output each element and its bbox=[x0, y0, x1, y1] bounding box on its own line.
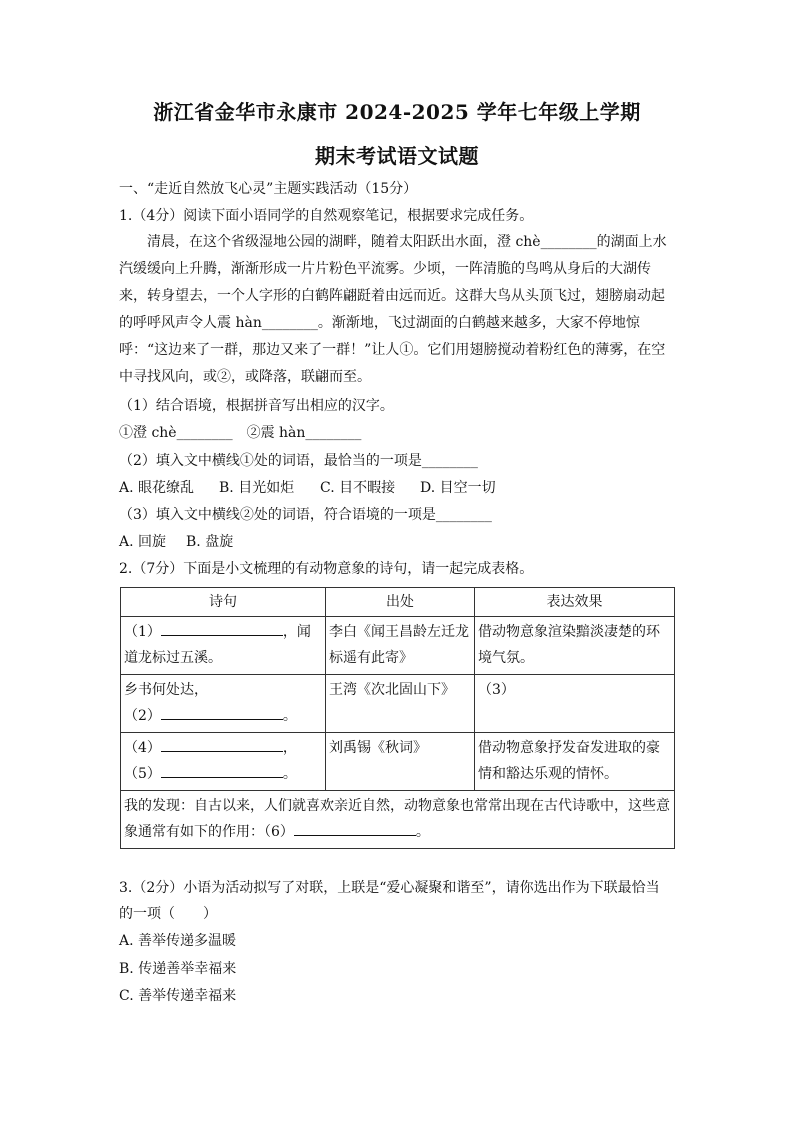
answer-blank-6[interactable] bbox=[294, 820, 416, 836]
discovery-cell bbox=[121, 791, 675, 849]
question-3-stem-line2: 的一项（ ） bbox=[119, 906, 217, 922]
verse-label: （2） bbox=[124, 708, 161, 724]
verse-punct: 。 bbox=[282, 766, 297, 782]
table-row bbox=[121, 791, 675, 849]
verse-cell bbox=[121, 675, 326, 733]
question-3-option-b: B. 传递善举幸福来 bbox=[119, 961, 237, 977]
option-a: A. 眼花缭乱 bbox=[119, 480, 195, 496]
option-c: C. 目不暇接 bbox=[320, 480, 396, 496]
effect-label: （3） bbox=[478, 682, 515, 698]
question-3-option-a: A. 善举传递多温暖 bbox=[119, 933, 237, 949]
effect-cell bbox=[475, 675, 675, 733]
verse-label: （5） bbox=[124, 766, 161, 782]
question-1-passage: 清晨，在这个省级湿地公园的湖畔，随着太阳跃出水面，澄 chè________的湖面上水汽缓缓向上升腾，渐渐形成一片片粉色平流雾。少顷，一阵清脆的鸟鸣从身后的大湖传来，转身望去，一个人字形的白鹤阵翩跹着由远而近。这群大鸟从头顶飞过，翅膀扇动起的呼呼风声令人震 hàn________。渐渐地，飞过湖面的白鹤越来越多，大家不停地惊呼：“这边来了一群，那边又来了一群！”让人①。它们用翅膀搅动着粉红色的薄雾，在空中寻找风向，或②，或降落，联翩而至。 bbox=[119, 234, 667, 385]
option-d: D. 目空一切 bbox=[420, 480, 496, 496]
question-2-stem: 2.（7分）下面是小文梳理的有动物意象的诗句，请一起完成表格。 bbox=[119, 561, 534, 577]
verse-punct: ， bbox=[282, 740, 297, 756]
document-title-line1: 浙江省金华市永康市 2024-2025 学年七年级上学期 bbox=[153, 100, 641, 124]
verse-cell bbox=[121, 733, 326, 791]
source-cell: 刘禹锡《秋词》 bbox=[326, 733, 475, 791]
question-3-option-c: C. 善举传递幸福来 bbox=[119, 988, 237, 1004]
table-header-row bbox=[121, 588, 675, 617]
answer-blank-5[interactable] bbox=[161, 762, 283, 778]
answer-blank-4[interactable] bbox=[161, 736, 283, 752]
answer-blank-1[interactable] bbox=[161, 620, 283, 636]
table-row bbox=[121, 617, 675, 675]
discovery-text: 我的发现：自古以来，人们就喜欢亲近自然，动物意象也常常出现在古代诗歌中，这些意象通常有如下的作用：（6） bbox=[124, 798, 670, 840]
table-row bbox=[121, 675, 675, 733]
verse-punct: 。 bbox=[282, 708, 297, 724]
verse-label: （4） bbox=[124, 740, 161, 756]
section-heading: 一、“走近自然放飞心灵”主题实践活动（15分） bbox=[119, 181, 418, 197]
verse-cell bbox=[121, 617, 326, 675]
question-1-sub3: （3）填入文中横线②处的词语，符合语境的一项是________ bbox=[119, 507, 492, 523]
header-verse: 诗句 bbox=[121, 588, 326, 617]
question-1-sub1-blanks: ①澄 chè________ ②震 hàn________ bbox=[119, 425, 362, 441]
verse-text: ，闻道龙标过五溪。 bbox=[124, 624, 311, 666]
answer-blank-2[interactable] bbox=[161, 704, 283, 720]
source-cell: 王湾《次北固山下》 bbox=[326, 675, 475, 733]
option-a: A. 回旋 bbox=[119, 534, 167, 550]
effect-cell: 借动物意象渲染黯淡凄楚的环境气氛。 bbox=[475, 617, 675, 675]
discovery-punct: 。 bbox=[415, 824, 430, 840]
poem-table bbox=[120, 587, 675, 849]
document-title-line2: 期末考试语文试题 bbox=[315, 144, 479, 168]
question-3-stem-line1: 3.（2分）小语为活动拟写了对联，上联是“爱心凝聚和谐至”，请你选出作为下联最恰当 bbox=[119, 880, 660, 896]
header-source: 出处 bbox=[326, 588, 475, 617]
question-1-sub1: （1）结合语境，根据拼音写出相应的汉字。 bbox=[119, 398, 394, 414]
question-1-sub2: （2）填入文中横线①处的词语，最恰当的一项是________ bbox=[119, 453, 478, 469]
header-effect: 表达效果 bbox=[475, 588, 675, 617]
effect-cell: 借动物意象抒发奋发进取的豪情和豁达乐观的情怀。 bbox=[475, 733, 675, 791]
source-cell: 李白《闻王昌龄左迁龙标遥有此寄》 bbox=[326, 617, 475, 675]
table-row bbox=[121, 733, 675, 791]
verse-label: （1） bbox=[124, 624, 161, 640]
option-b: B. 盘旋 bbox=[186, 534, 234, 550]
question-1-sub3-options bbox=[119, 533, 419, 551]
verse-text: 乡书何处达， bbox=[124, 682, 208, 698]
question-1-sub2-options bbox=[119, 479, 679, 497]
question-1-stem: 1.（4分）阅读下面小语同学的自然观察笔记，根据要求完成任务。 bbox=[119, 208, 534, 224]
option-b: B. 目光如炬 bbox=[219, 480, 295, 496]
